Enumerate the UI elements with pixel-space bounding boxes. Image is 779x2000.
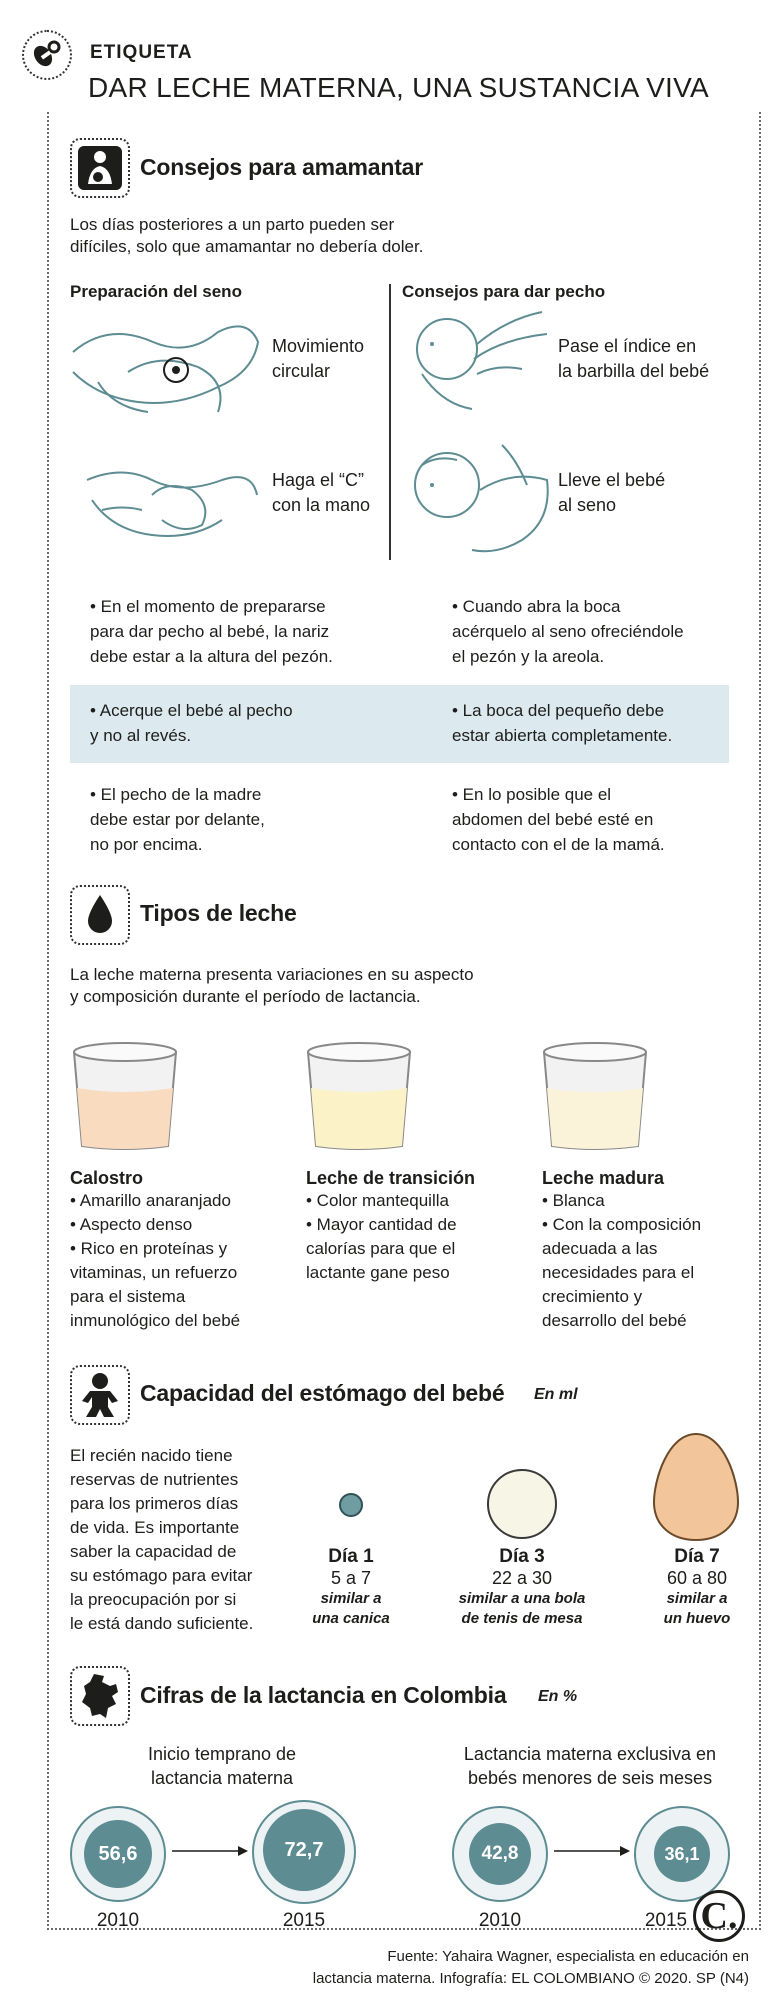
stat-group-title: Inicio temprano de lactancia materna — [147, 1744, 297, 1788]
cifras-title: Cifras de la lactancia en Colombia — [140, 1682, 507, 1708]
milk-name: Leche madura — [542, 1168, 665, 1188]
chin-touch-illustration — [402, 304, 552, 414]
milk-name: Calostro — [70, 1168, 144, 1188]
page-title: DAR LECHE MATERNA, UNA SUSTANCIA VIVA — [88, 72, 710, 103]
tipos-title: Tipos de leche — [140, 900, 297, 926]
stat-group-title: Lactancia materna exclusiva en bebés menores de seis meses — [463, 1744, 717, 1788]
milk-details: • Color mantequilla • Mayor cantidad de calorías para que el lactante gane peso — [306, 1191, 457, 1282]
right-label-2-line1: Lleve el bebé — [558, 470, 666, 490]
el-colombiano-logo: C. — [693, 1890, 745, 1942]
arrow-right-icon — [172, 1844, 248, 1858]
day-3-block: Día 3 22 a 30 similar a una bola de tenis de mesa — [458, 1546, 586, 1627]
stat-value: 72,7 — [263, 1809, 345, 1891]
cifras-unit: En % — [538, 1688, 578, 1705]
consejos-title: Consejos para amamantar — [140, 154, 424, 180]
right-label-1-line2: la barbilla del bebé — [558, 361, 710, 381]
day-1-block: Día 1 5 a 7 similar a una canica — [312, 1546, 390, 1627]
pacifier-badge — [22, 30, 72, 80]
calostro-block — [70, 1168, 270, 1333]
milk-name: Leche de transición — [306, 1168, 476, 1188]
breastfeeding-section-icon — [70, 138, 130, 198]
tip-list-item: • En el momento de prepararse para dar pecho al bebé, la nariz debe estar a la altura del pezón. — [90, 597, 333, 666]
tip-list-item: • Acerque el bebé al pecho y no al revés. — [90, 701, 293, 745]
circular-massage-illustration — [68, 312, 264, 422]
left-label-2-line1: Haga el “C” — [272, 470, 365, 490]
consejos-intro-2: difíciles, solo que amamantar no debería doler. — [70, 237, 424, 256]
colombia-map-section-icon — [70, 1666, 130, 1726]
bring-to-breast-illustration — [402, 440, 552, 558]
stat-year: 2010 — [96, 1910, 140, 1931]
stat-value: 36,1 — [654, 1826, 710, 1882]
tip-list-item: • Cuando abra la boca acérquelo al seno ofreciéndole el pezón y la areola. — [452, 597, 684, 666]
capacidad-title: Capacidad del estómago del bebé — [140, 1380, 505, 1406]
transicion-glass — [302, 1038, 416, 1152]
stat-value: 42,8 — [469, 1823, 531, 1885]
stat-value: 56,6 — [84, 1820, 152, 1888]
left-label-1-line2: circular — [272, 361, 331, 381]
source-credit: Fuente: Yahaira Wagner, especialista en educación en lactancia materna. Infografía: EL COLOMBIANO © 2020. SP (N4) — [312, 1948, 749, 1987]
ping-pong-ball-illustration — [484, 1466, 560, 1542]
madura-glass — [538, 1038, 652, 1152]
left-label-1-line1: Movimiento — [272, 336, 365, 356]
madura-block — [542, 1168, 752, 1333]
marble-illustration — [338, 1492, 364, 1518]
transicion-block — [306, 1168, 506, 1285]
arrow-right-icon — [554, 1844, 630, 1858]
egg-illustration — [650, 1430, 742, 1544]
colombia-map-icon — [72, 1668, 128, 1724]
right-label-1-line1: Pase el índice en — [558, 336, 697, 356]
baby-section-icon — [70, 1365, 130, 1425]
tip-list-item: • La boca del pequeño debe estar abierta completamente. — [452, 701, 673, 745]
stat-year: 2010 — [478, 1910, 522, 1931]
tipos-intro-1: La leche materna presenta variaciones en su aspecto — [70, 965, 474, 984]
stat-year: 2015 — [644, 1910, 688, 1931]
tip-list-item: • En lo posible que el abdomen del bebé esté en contacto con el de la mamá. — [452, 785, 665, 854]
left-label-2-line2: con la mano — [272, 495, 371, 515]
consejos-intro-1: Los días posteriores a un parto pueden ser — [70, 215, 395, 234]
baby-icon — [72, 1367, 128, 1423]
day-7-block: Día 7 60 a 80 similar a un huevo — [663, 1546, 731, 1627]
milk-details: • Amarillo anaranjado • Aspecto denso • Rico en proteínas y vitaminas, un refuerzo para el sistema inmunológico del bebé — [70, 1191, 241, 1330]
milk-drop-icon — [72, 887, 128, 943]
milk-details: • Blanca • Con la composición adecuada a las necesidades para el crecimiento y desarrollo del bebé — [542, 1191, 702, 1330]
milk-drop-section-icon — [70, 885, 130, 945]
tip-list-item: • El pecho de la madre debe estar por delante, no por encima. — [90, 785, 265, 854]
pacifier-icon — [24, 32, 70, 78]
calostro-glass — [68, 1038, 182, 1152]
capacidad-unit: En ml — [534, 1386, 578, 1403]
c-hand-illustration — [82, 450, 262, 550]
tipos-intro-2: y composición durante el período de lactancia. — [70, 987, 421, 1006]
column-divider — [389, 284, 391, 560]
consejos-pecho-heading: Consejos para dar pecho — [402, 282, 606, 301]
preparacion-heading: Preparación del seno — [70, 282, 242, 301]
capacidad-text: El recién nacido tiene reservas de nutrientes para los primeros días de vida. Es importante saber la capacidad de su estómago para evitar la preocupación por si le está dando suficiente. — [70, 1446, 254, 1633]
right-label-2-line2: al seno — [558, 495, 617, 515]
mother-baby-icon — [72, 140, 128, 196]
stat-year: 2015 — [282, 1910, 326, 1931]
section-tag: ETIQUETA — [90, 42, 193, 63]
